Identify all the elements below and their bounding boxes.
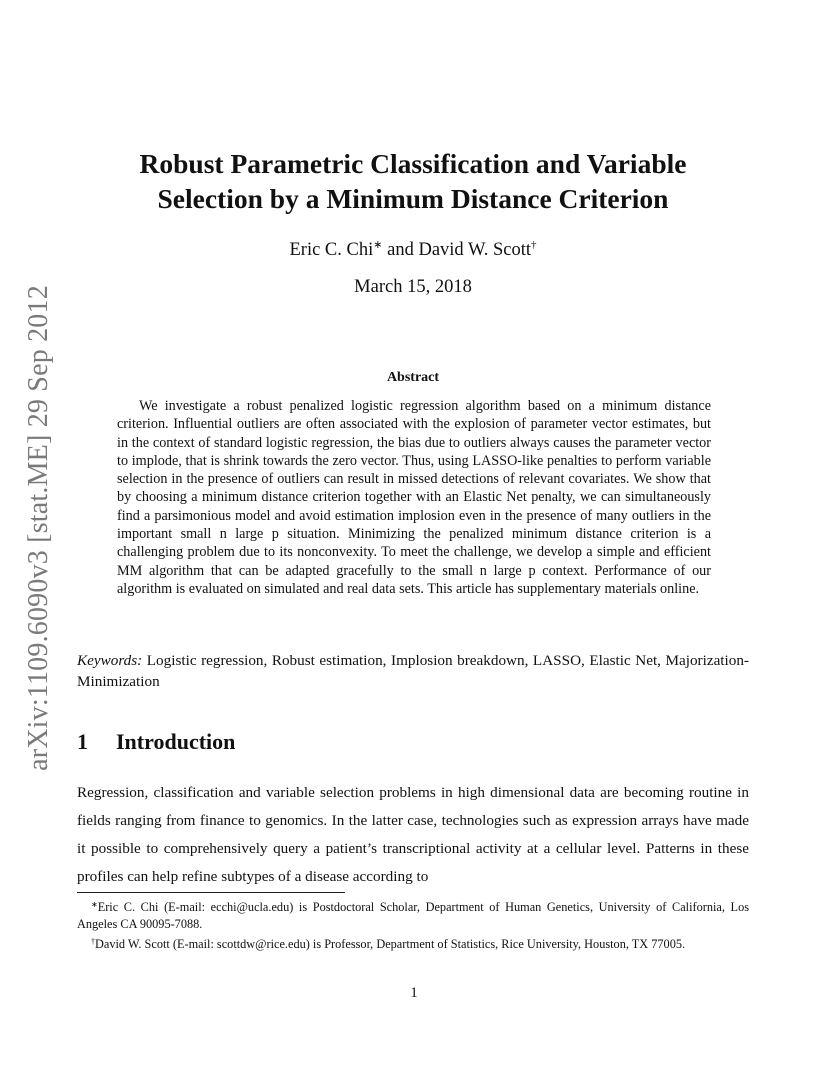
paper-date: March 15, 2018 xyxy=(354,277,472,297)
footnote-1-text: Eric C. Chi (E-mail: ecchi@ucla.edu) is Postdoctoral Scholar, Department of Human Genetics, University of California, Los Angeles CA 90095-7088. xyxy=(77,900,749,931)
abstract-body: We investigate a robust penalized logistic regression algorithm based on a minimum distance criterion. Influential outliers are often associated with the explosion of parameter vector estimates, but in the context of standard logistic regression, the bias due to outliers always causes the parameter vector to implode, that is shrink towards the zero vector. Thus, using LASSO-like penalties to perform variable selection in the presence of outliers can result in missed detections of relevant covariates. We show that by choosing a minimum distance criterion together with an Elastic Net penalty, we can simultaneously find a parsimonious model and avoid estimation implosion even in the presence of many outliers in the important small n large p situation. Minimizing the penalized minimum distance criterion is a challenging problem due to its nonconvexity. To meet the challenge, we develop a simple and efficient MM algorithm that can be adapted gracefully to the small n large p context. Performance of our algorithm is evaluated on simulated and real data sets. This article has supplementary materials online. xyxy=(117,398,711,597)
section-number: 1 xyxy=(77,729,88,754)
footnote-2 xyxy=(77,933,749,953)
page-number: 1 xyxy=(410,985,418,1001)
author-connector: and xyxy=(387,240,414,260)
footnote-rule xyxy=(77,892,345,893)
arxiv-stamp: arXiv:1109.6090v3 [stat.ME] 29 Sep 2012 xyxy=(23,285,54,771)
footnote-mark-2: † xyxy=(531,239,537,251)
keywords-label: Keywords: xyxy=(77,652,143,669)
intro-paragraph: Regression, classification and variable selection problems in high dimensional data are becoming routine in fields ranging from finance to genomics. In the latter case, technologies such as expression arrays have made it possible to comprehensively query a patient’s transcriptional activity at a cellular level. Patterns in these profiles can help refine subtypes of a disease according to xyxy=(77,784,749,885)
keywords xyxy=(77,650,749,692)
abstract-heading: Abstract xyxy=(386,370,440,385)
footnote-2-mark: † xyxy=(91,937,95,946)
footnote-mark-1: ∗ xyxy=(373,239,383,251)
footnote-1-mark: ∗ xyxy=(91,900,98,909)
title-line-1: Robust Parametric Classification and Variable xyxy=(139,148,687,179)
author-list xyxy=(60,238,766,261)
keywords-text: Logistic regression, Robust estimation, Implosion breakdown, LASSO, Elastic Net, Majorization-Minimization xyxy=(77,652,749,690)
title-line-2: Selection by a Minimum Distance Criterion xyxy=(157,183,669,214)
footnote-1 xyxy=(77,896,749,933)
author-name-1: Eric C. Chi xyxy=(289,240,374,260)
paper-title xyxy=(60,146,766,216)
section-title: Introduction xyxy=(116,729,236,754)
author-name-2: David W. Scott xyxy=(418,240,531,260)
footnote-2-text: David W. Scott (E-mail: scottdw@rice.edu) is Professor, Department of Statistics, Rice University, Houston, TX 77005. xyxy=(95,937,686,951)
section-heading xyxy=(77,729,235,755)
footnotes xyxy=(77,896,749,953)
